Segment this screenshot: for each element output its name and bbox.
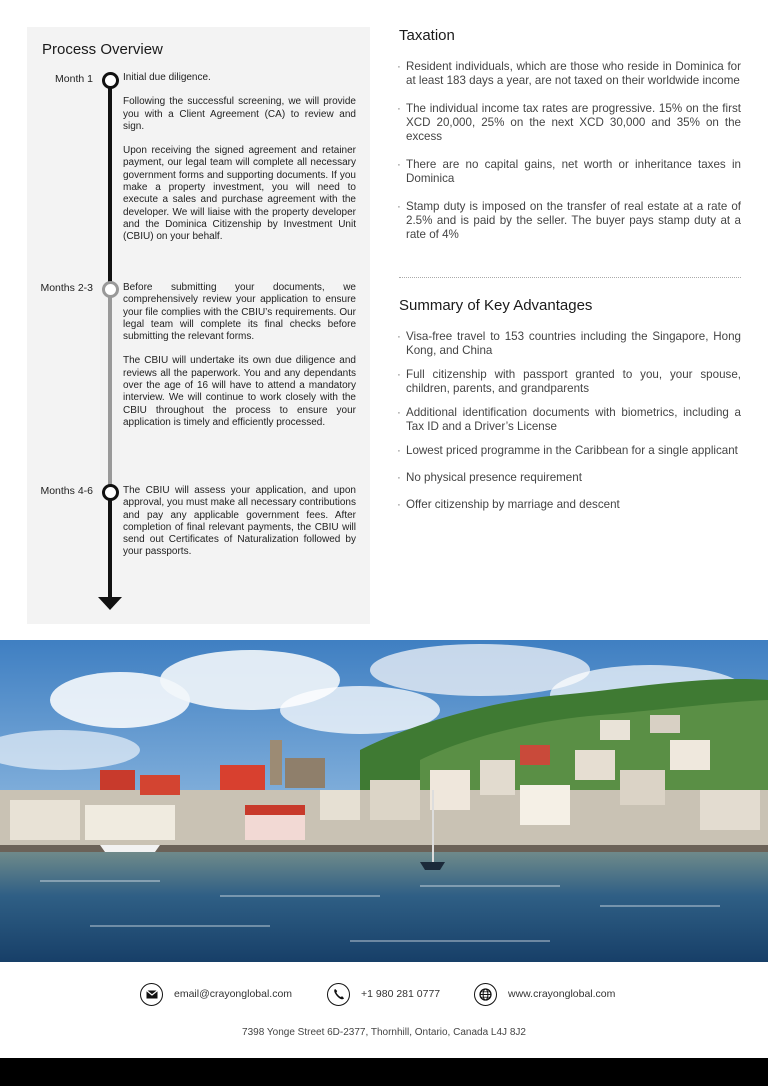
taxation-item: · There are no capital gains, net worth or inheritance taxes in Dominica — [399, 158, 741, 186]
taxation-item: · Stamp duty is imposed on the transfer of real estate at a rate of 2.5% and is paid by the seller. The buyer pays stamp duty at a rate of 4% — [399, 200, 741, 242]
stage-paragraph: Initial due diligence. — [123, 72, 211, 83]
website-link[interactable]: www.crayonglobal.com — [508, 988, 616, 1000]
timeline-line — [108, 295, 112, 490]
phone-icon — [327, 983, 350, 1006]
advantages-title: Summary of Key Advantages — [399, 297, 593, 314]
timeline-arrow-icon — [98, 597, 122, 610]
timeline-node — [102, 484, 119, 501]
advantage-item: · No physical presence requirement — [399, 471, 741, 485]
stage-paragraph: The CBIU will assess your application, and upon approval, you must make all necessary contributions and pay any applicable government fees. After completion of final relevant payments, the CBIU will send out Certificates of Naturalization followed by your passports. — [123, 485, 356, 558]
advantage-item: · Offer citizenship by marriage and descent — [399, 498, 741, 512]
stage-paragraph: Upon receiving the signed agreement and retainer payment, our legal team will complete all necessary government forms and supporting documents. If you make a property investment, you will need to execute a sales and purchase agreement with the developer. We will liaise with the property developer and the Dominica Citizenship by Investment Unit (CBIU) on your behalf. — [123, 145, 356, 243]
taxation-list — [399, 60, 741, 242]
advantages-list — [399, 330, 741, 512]
timeline-node — [102, 281, 119, 298]
contact-phone[interactable] — [327, 982, 440, 1006]
timeline-node — [102, 72, 119, 89]
taxation-title: Taxation — [399, 27, 455, 44]
stage-label-months-2-3: Months 2-3 — [40, 282, 93, 294]
advantage-item: · Full citizenship with passport granted to you, your spouse, children, parents, and grandparents — [399, 368, 741, 396]
globe-icon — [474, 983, 497, 1006]
process-title: Process Overview — [42, 41, 163, 58]
stage-paragraph: Before submitting your documents, we comprehensively review your application to ensure your file complies with the CBIU’s requirements. Our legal team will complete its final checks before submitting the relevant forms. — [123, 282, 356, 343]
timeline-line — [108, 500, 112, 600]
advantage-item: · Additional identification documents with biometrics, including a Tax ID and a Driver’s License — [399, 406, 741, 434]
timeline-line — [108, 85, 112, 285]
stage-description-months-4-6 — [123, 485, 356, 571]
process-overview-panel — [27, 27, 370, 624]
advantage-item: · Lowest priced programme in the Caribbean for a single applicant — [399, 444, 741, 458]
stage-label-month-1: Month 1 — [55, 73, 93, 85]
taxation-item: · Resident individuals, which are those who reside in Dominica for at least 183 days a year, are not taxed on their worldwide income — [399, 60, 741, 88]
stage-paragraph: Following the successful screening, we will provide you with a Client Agreement (CA) to review and sign. — [123, 96, 356, 132]
bottom-bar — [0, 1058, 768, 1086]
envelope-icon — [140, 983, 163, 1006]
taxation-item: · The individual income tax rates are progressive. 15% on the first XCD 20,000, 25% on the next XCD 30,000 and 35% on the excess — [399, 102, 741, 144]
footer-address: 7398 Yonge Street 6D-2377, Thornhill, Ontario, Canada L4J 8J2 — [242, 1027, 526, 1038]
stage-description-month-1 — [123, 72, 356, 256]
info-column — [399, 27, 741, 512]
stage-label-months-4-6: Months 4-6 — [40, 485, 93, 497]
section-divider — [399, 277, 741, 278]
stage-paragraph: The CBIU will undertake its own due diligence and reviews all the paperwork. You and any dependants over the age of 16 will have to attend a mandatory interview. We will continue to work closely with the CBIU throughout the process to ensure your application is timely and efficiently processed. — [123, 355, 356, 428]
phone-number[interactable]: +1 980 281 0777 — [361, 988, 441, 1000]
advantage-item: · Visa-free travel to 153 countries including the Singapore, Hong Kong, and China — [399, 330, 741, 358]
contact-email[interactable] — [140, 982, 292, 1006]
harbor-photo — [0, 640, 768, 962]
contact-website[interactable] — [474, 982, 615, 1006]
stage-description-months-2-3 — [123, 282, 356, 441]
email-link[interactable]: email@crayonglobal.com — [174, 988, 293, 1000]
